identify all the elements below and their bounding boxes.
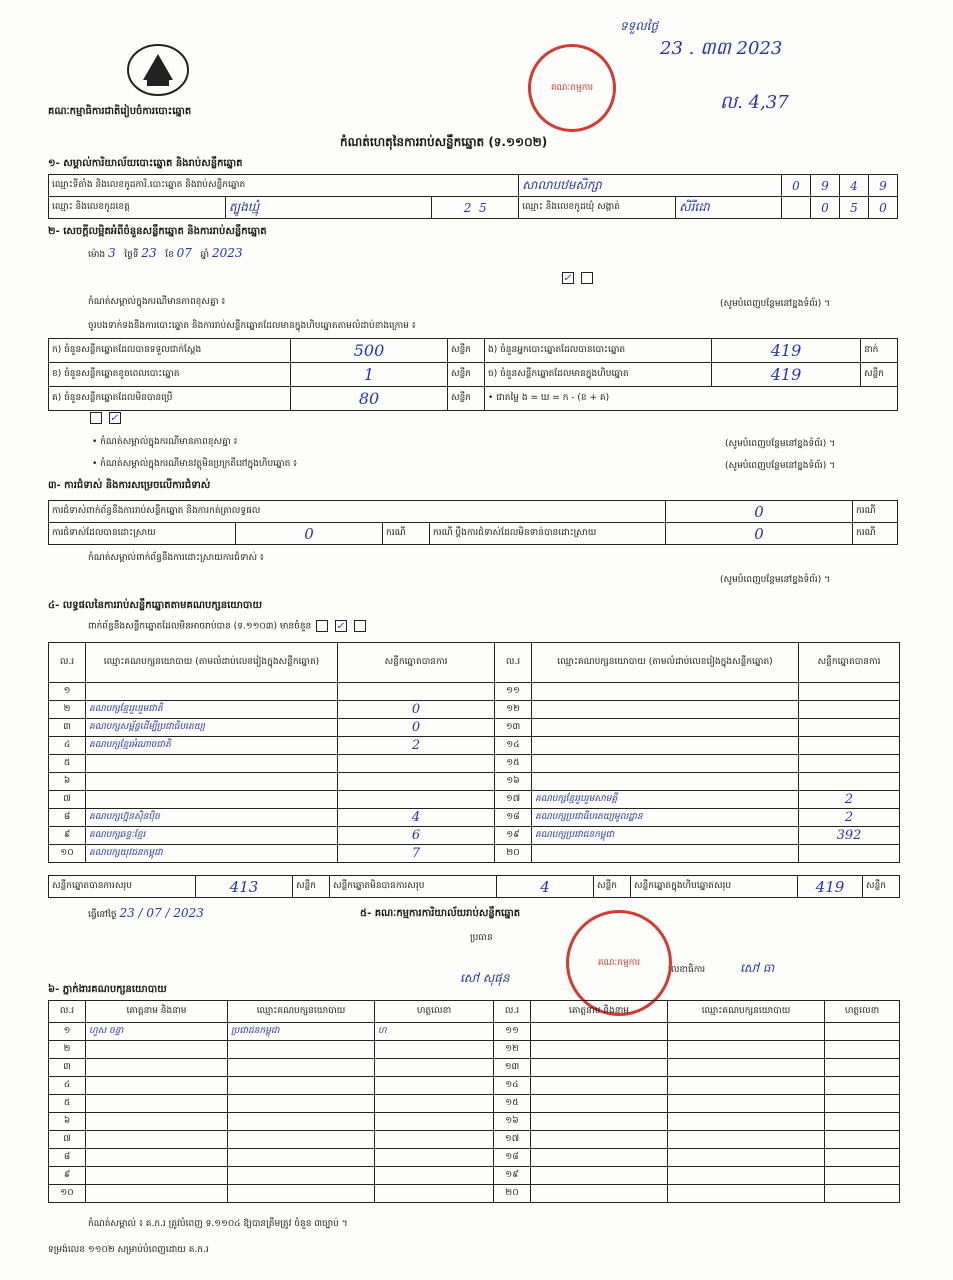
agent-sign [375, 1059, 494, 1077]
party-name [86, 755, 338, 773]
party-name [532, 737, 799, 755]
party-votes: 2 [799, 809, 900, 827]
section2-intro: ចូរបងទាក់ទងនឹងការបោះឆ្នោត និងការរាប់សន្លឹកឆ្នោតដែលមានក្នុងហិបឆ្នោតតាមលំដាប់ខាងក្រោម ៖ [88, 321, 416, 331]
unresolved-value: 0 [666, 523, 853, 545]
agent-sign [375, 1167, 494, 1185]
party-name [86, 683, 338, 701]
party-no: ៧ [49, 791, 86, 809]
party-no: ៨ [49, 809, 86, 827]
agent-party: ប្រជាជនកម្ពុជា [228, 1023, 375, 1041]
party-no: ៩ [49, 827, 86, 845]
party-no: ១០ [49, 845, 86, 863]
agent-sign [375, 1131, 494, 1149]
difference-note-hint: (សូមបំពេញបន្ថែមនៅខ្នងទំព័រ) ។ [720, 299, 831, 309]
province-label: ឈ្មោះ និងលេខកូដខេត្ត [49, 197, 226, 219]
agent-name [531, 1077, 668, 1095]
agent-no: ៤ [49, 1077, 86, 1095]
agent-no: ១៧ [494, 1131, 531, 1149]
party-votes [799, 845, 900, 863]
form-title: កំណត់ហេតុនៃការរាប់សន្លឹកឆ្នោត (ទ.១១០២) [340, 135, 548, 149]
province-code: 2 5 [432, 197, 519, 219]
agent-no: ១២ [494, 1041, 531, 1059]
section6-title: ៦- ភ្នាក់ងារគណបក្សនយោបាយ [48, 984, 167, 995]
opened-year: 2023 [211, 246, 243, 260]
agent-sign [375, 1095, 494, 1113]
party-votes: 7 [338, 845, 495, 863]
official-stamp-top: គណៈកម្មការ [528, 44, 616, 132]
objections-table [48, 500, 898, 545]
secretary-signature: សៅ ធា [740, 961, 775, 975]
agent-no: ៩ [49, 1167, 86, 1185]
agent-sign [825, 1059, 900, 1077]
checkbox-c[interactable] [316, 620, 328, 632]
party-votes [338, 755, 495, 773]
national-emblem-icon [125, 42, 191, 98]
party-votes: 0 [338, 719, 495, 737]
agent-sign [825, 1131, 900, 1149]
closing-line: ធ្វើនៅថ្ងៃ 23 / 07 / 2023 [88, 906, 204, 920]
agent-no: ៨ [49, 1149, 86, 1167]
table-row [49, 773, 900, 791]
party-votes [799, 737, 900, 755]
agent-sign: ហ [375, 1023, 494, 1041]
spoiled-ballots-value: 1 [291, 363, 448, 387]
agent-party [668, 1185, 825, 1203]
agent-name [86, 1041, 228, 1059]
col-name: គោត្តនាម និងនាម [531, 1001, 668, 1023]
agent-party [668, 1077, 825, 1095]
table-row [49, 755, 900, 773]
agent-party [228, 1059, 375, 1077]
ballots-in-box-value: 419 [712, 363, 861, 387]
voters-label: ង) ចំនួនអ្នកបោះឆ្នោតដែលបានបោះឆ្នោត [485, 339, 712, 363]
agent-name [86, 1149, 228, 1167]
agent-no: ៦ [49, 1113, 86, 1131]
party-no: ១២ [495, 701, 532, 719]
party-votes: 0 [338, 701, 495, 719]
commune-code-digit: 0 [811, 197, 840, 219]
ballots-in-box-label: ច) ចំនួនសន្លឹកឆ្នោតដែលមានក្នុងហិបឆ្នោត [485, 363, 712, 387]
resolved-label: ការជំទាស់ដែលបានដោះស្រាយ [49, 523, 236, 545]
section4-intro: ពាក់ព័ន្ធនឹងសន្លឹកឆ្នោតដែលមិនអាចរាប់បាន (ទ.១១០៣) មានចំនួន ✓ [88, 620, 368, 634]
agent-name [531, 1185, 668, 1203]
table-row [49, 1149, 900, 1167]
section1-title: ១- សម្គាល់ការិយាល័យបោះឆ្នោត និងរាប់សន្លឹកឆ្នោត [48, 158, 243, 169]
agent-no: ២០ [494, 1185, 531, 1203]
location-code-digit: 9 [811, 175, 840, 197]
table-row [49, 1113, 900, 1131]
agent-sign [825, 1095, 900, 1113]
location-code-digit: 9 [869, 175, 898, 197]
agent-name [531, 1167, 668, 1185]
agent-name: ហួស ចន្ទា [86, 1023, 228, 1041]
party-no: ៦ [49, 773, 86, 791]
agent-sign [825, 1023, 900, 1041]
opening-line: ម៉ោង 3 ថ្ងៃទី 23 ខែ 07 ឆ្នាំ 2023 [88, 246, 243, 260]
col-party: ឈ្មោះគណបក្សនយោបាយ [228, 1001, 375, 1023]
party-no: ៥ [49, 755, 86, 773]
official-stamp-bottom: គណៈកម្មការ [566, 910, 672, 1016]
agent-name [86, 1059, 228, 1077]
party-votes [799, 773, 900, 791]
party-name: គណបក្សសម្ព័ន្ធដើម្បីប្រជាធិបតេយ្យ [86, 719, 338, 737]
party-no: ១៨ [495, 809, 532, 827]
agent-sign [825, 1149, 900, 1167]
unit: សន្លឹក [861, 363, 898, 387]
unit: សន្លឹក [863, 876, 900, 898]
agent-no: ២ [49, 1041, 86, 1059]
bullet-irregular: • កំណត់សម្គាល់ក្នុងករណីមានវត្ថុមិនប្រក្រតីនៅក្នុងហិបឆ្នោត ៖ [92, 459, 298, 469]
party-name [532, 773, 799, 791]
objections-label: ការជំទាស់ពាក់ព័ន្ធនឹងការរាប់សន្លឹកឆ្នោត និងការកត់ត្រាលទ្ធផល [49, 501, 666, 523]
bullet-difference-hint: (សូមបំពេញបន្ថែមនៅខ្នងទំព័រ) ។ [725, 439, 836, 449]
party-votes [799, 719, 900, 737]
party-no: ៣ [49, 719, 86, 737]
received-ballots-value: 500 [291, 339, 448, 363]
agent-name [531, 1095, 668, 1113]
opened-day: 23 [141, 246, 157, 260]
unit: ករណី [853, 523, 898, 545]
party-name [86, 791, 338, 809]
agent-no: ៣ [49, 1059, 86, 1077]
agent-sign [825, 1077, 900, 1095]
col-sign: ហត្ថលេខា [375, 1001, 494, 1023]
form-footer: ទម្រង់លេខ ១១០២ សម្រាប់បំពេញដោយ គ.ក.រ [48, 1245, 209, 1255]
valid-total-value: 413 [196, 876, 293, 898]
unit: ករណី [853, 501, 898, 523]
agent-name [86, 1095, 228, 1113]
agent-no: ១៤ [494, 1077, 531, 1095]
received-ballots-label: ក) ចំនួនសន្លឹកឆ្នោតដែលបានទទួលជាក់ស្តែង [49, 339, 291, 363]
agent-name [531, 1149, 668, 1167]
box-total-value: 419 [798, 876, 863, 898]
party-no: ១៤ [495, 737, 532, 755]
party-name: គណបក្សហ្វ៊ុនស៊ិនប៉ិច [86, 809, 338, 827]
checkbox-e[interactable] [354, 620, 366, 632]
party-no: ១ [49, 683, 86, 701]
location-value: សាលាបឋមសិក្សា [519, 175, 782, 197]
unit: ករណី [383, 523, 430, 545]
closing-date: 23 / 07 / 2023 [119, 906, 204, 920]
received-label: ទទួលថ្ងៃ [620, 19, 659, 33]
location-code-digit: 0 [782, 175, 811, 197]
party-no: ១៧ [495, 791, 532, 809]
col-no: ល.រ [494, 1001, 531, 1023]
checkbox-line [560, 272, 595, 284]
agent-sign [375, 1113, 494, 1131]
checkbox-d[interactable]: ✓ [335, 620, 347, 632]
agent-no: ១៦ [494, 1113, 531, 1131]
commune-code-digit: 0 [869, 197, 898, 219]
table-row [49, 683, 900, 701]
party-name: គណបក្សខ្មែររួបរួមជាតិ [86, 701, 338, 719]
party-votes: 392 [799, 827, 900, 845]
party-no: ៤ [49, 737, 86, 755]
unit: សន្លឹក [448, 339, 485, 363]
objection-note: កំណត់សម្គាល់ពាក់ព័ន្ធនឹងការដោះស្រាយការជំទាស់ ៖ [88, 553, 264, 563]
table-row [49, 1185, 900, 1203]
party-name: គណបក្សឆន្ទៈខ្មែរ [86, 827, 338, 845]
agent-name [531, 1113, 668, 1131]
agent-name [86, 1185, 228, 1203]
invalid-total-value: 4 [497, 876, 594, 898]
col-no: ល.រ [49, 1001, 86, 1023]
party-name [86, 773, 338, 791]
agent-sign [375, 1185, 494, 1203]
party-no: ២០ [495, 845, 532, 863]
agent-name [86, 1113, 228, 1131]
col-votes: សន្លឹកឆ្នោតបានការ [338, 643, 495, 683]
agent-sign [825, 1167, 900, 1185]
party-no: ១៥ [495, 755, 532, 773]
voters-value: 419 [712, 339, 861, 363]
agent-sign [375, 1041, 494, 1059]
party-no: ១៦ [495, 773, 532, 791]
agent-party [668, 1095, 825, 1113]
agent-party [668, 1041, 825, 1059]
agent-no: ១៣ [494, 1059, 531, 1077]
agents-table [48, 1000, 900, 1203]
agent-sign [825, 1113, 900, 1131]
section4-title: ៤- លទ្ធផលនៃការរាប់សន្លឹកឆ្នោតតាមគណបក្សនយោបាយ [48, 600, 262, 611]
unit: សន្លឹក [448, 387, 485, 411]
agent-party [668, 1149, 825, 1167]
unit: សន្លឹក [448, 363, 485, 387]
section3-title: ៣- ការជំទាស់ និងការសម្រេចលើការជំទាស់ [48, 480, 211, 491]
agent-no: ១៥ [494, 1095, 531, 1113]
agent-party [668, 1023, 825, 1041]
table-row [49, 1041, 900, 1059]
commune-label: ឈ្មោះ និងលេខកូដឃុំ សង្កាត់ [519, 197, 676, 219]
party-votes [338, 683, 495, 701]
agent-no: ១៩ [494, 1167, 531, 1185]
table-row [49, 845, 900, 863]
province-value: ត្បូងឃ្មុំ [226, 197, 432, 219]
agent-sign [825, 1041, 900, 1059]
col-votes: សន្លឹកឆ្នោតបានការ [799, 643, 900, 683]
difference-note-label: កំណត់សម្គាល់ក្នុងករណីមានភាពខុសគ្នា ៖ [88, 297, 226, 307]
bullet-difference: • កំណត់សម្គាល់ក្នុងករណីមានភាពខុសគ្នា ៖ [92, 437, 238, 447]
unresolved-label: ករណី ប្តឹងការជំទាស់ដែលមិនទាន់បានដោះស្រាយ [430, 523, 666, 545]
commune-code-digit: 5 [840, 197, 869, 219]
agent-no: ៧ [49, 1131, 86, 1149]
agent-name [86, 1077, 228, 1095]
received-date: 23 . ៣៣ 2023 [660, 38, 783, 59]
party-votes [799, 701, 900, 719]
party-votes: 2 [338, 737, 495, 755]
agent-party [668, 1113, 825, 1131]
party-no: ១១ [495, 683, 532, 701]
col-sign: ហត្ថលេខា [825, 1001, 900, 1023]
committee-name: គណៈកម្មាធិការជាតិរៀបចំការបោះឆ្នោត [48, 106, 192, 117]
checkbox-b[interactable]: ✓ [109, 412, 121, 424]
table-row [49, 1095, 900, 1113]
party-name [532, 683, 799, 701]
location-code-digit: 4 [840, 175, 869, 197]
agent-party [668, 1131, 825, 1149]
table-row [49, 737, 900, 755]
unit: សន្លឹក [293, 876, 330, 898]
chair-signature: សៅ សុផុន [460, 971, 510, 985]
party-name: គណបក្សខ្មែរអំណាចជាតិ [86, 737, 338, 755]
opened-month: 07 [176, 246, 192, 260]
party-votes [338, 773, 495, 791]
table-row [49, 1167, 900, 1185]
agent-name [86, 1131, 228, 1149]
checkbox-yes[interactable]: ✓ [562, 272, 574, 284]
table-row [49, 1077, 900, 1095]
footer-note: កំណត់សម្គាល់ ៖ គ.ក.រ ត្រូវបំពេញ ទ.១១០៤ ឱ្យបានត្រឹមត្រូវ ចំនួន ៣ច្បាប់ ។ [88, 1219, 348, 1229]
agent-party [668, 1167, 825, 1185]
check-line [88, 412, 123, 424]
agent-party [228, 1041, 375, 1059]
spoiled-ballots-label: ខ) ចំនួនសន្លឹកឆ្នោតខូចពេលបោះឆ្នោត [49, 363, 291, 387]
agent-name [531, 1059, 668, 1077]
section2-title: ២- សេចក្តីលម្អិតអំពីចំនួនសន្លឹកឆ្នោត និងការរាប់សន្លឹកឆ្នោត [48, 226, 267, 237]
party-votes: 2 [799, 791, 900, 809]
signature-heading: ៥- គណៈកម្មការការិយាល័យរាប់សន្លឹកឆ្នោត [360, 908, 521, 919]
checkbox-no[interactable] [581, 272, 593, 284]
party-no: ១៩ [495, 827, 532, 845]
table-row [49, 1059, 900, 1077]
table-row [49, 701, 900, 719]
party-votes [799, 755, 900, 773]
agent-party [668, 1059, 825, 1077]
col-party: ឈ្មោះគណបក្សនយោបាយ [668, 1001, 825, 1023]
col-name: គោត្តនាម និងនាម [86, 1001, 228, 1023]
checkbox-a[interactable] [90, 412, 102, 424]
table-row [49, 1023, 900, 1041]
party-name: គណបក្សយុវជនកម្ពុជា [86, 845, 338, 863]
party-name: គណបក្សខ្មែររួបរួមសាមគ្គី [532, 791, 799, 809]
resolved-value: 0 [236, 523, 383, 545]
party-results-table [48, 642, 900, 863]
party-votes [338, 791, 495, 809]
party-name [532, 719, 799, 737]
objection-note-hint: (សូមបំពេញបន្ថែមនៅខ្នងទំព័រ) ។ [720, 575, 831, 585]
invalid-total-label: សន្លឹកឆ្នោតមិនបានការសរុប [330, 876, 497, 898]
agent-party [228, 1095, 375, 1113]
party-name: គណបក្សប្រជាធិបតេយ្យមូលដ្ឋាន [532, 809, 799, 827]
agent-name [86, 1167, 228, 1185]
agent-name [531, 1041, 668, 1059]
table-row [49, 1131, 900, 1149]
agent-party [228, 1131, 375, 1149]
ballot-count-table [48, 338, 898, 411]
agent-sign [375, 1149, 494, 1167]
agent-no: ៥ [49, 1095, 86, 1113]
table-row [49, 827, 900, 845]
unused-ballots-value: 80 [291, 387, 448, 411]
location-label: ឈ្មោះទីតាំង និងលេខកូដការិ.បោះឆ្នោត និងរាប់សន្លឹកឆ្នោត [49, 175, 519, 197]
party-votes: 4 [338, 809, 495, 827]
chair-label: ប្រធាន [470, 933, 493, 943]
agent-party [228, 1149, 375, 1167]
col-party: ឈ្មោះគណបក្សនយោបាយ (តាមលំដាប់លេខរៀងក្នុងសន្លឹកឆ្នោត) [532, 643, 799, 683]
table-row [49, 809, 900, 827]
party-name [532, 701, 799, 719]
box-total-label: សន្លឹកឆ្នោតក្នុងហិបឆ្នោតសរុប [631, 876, 798, 898]
party-name: គណបក្សប្រជាជនកម្ពុជា [532, 827, 799, 845]
commune-value: សិរីដោ [676, 197, 782, 219]
agent-no: ១០ [49, 1185, 86, 1203]
section1-table [48, 174, 898, 219]
agent-sign [825, 1185, 900, 1203]
table-row [49, 719, 900, 737]
agent-no: ១ [49, 1023, 86, 1041]
secretary-label: លេខាធិការ [668, 965, 706, 975]
received-number: ល. 4,37 [720, 92, 789, 113]
objections-value: 0 [666, 501, 853, 523]
formula-label: • ជាតម្លៃ ង = ឃ = ក - (ខ + គ) [485, 387, 898, 411]
agent-name [531, 1131, 668, 1149]
party-name [532, 755, 799, 773]
agent-party [228, 1185, 375, 1203]
table-row [49, 791, 900, 809]
agent-party [228, 1167, 375, 1185]
party-votes [799, 683, 900, 701]
agent-no: ១៨ [494, 1149, 531, 1167]
agent-party [228, 1077, 375, 1095]
party-name [532, 845, 799, 863]
col-no: ល.រ [49, 643, 86, 683]
totals-table [48, 875, 900, 898]
party-no: ១៣ [495, 719, 532, 737]
valid-total-label: សន្លឹកឆ្នោតបានការសរុប [49, 876, 196, 898]
opened-hour: 3 [108, 246, 116, 260]
agent-sign [375, 1077, 494, 1095]
agent-name [531, 1023, 668, 1041]
party-no: ២ [49, 701, 86, 719]
agent-party [228, 1113, 375, 1131]
col-party: ឈ្មោះគណបក្សនយោបាយ (តាមលំដាប់លេខរៀងក្នុងសន្លឹកឆ្នោត) [86, 643, 338, 683]
unused-ballots-label: គ) ចំនួនសន្លឹកឆ្នោតដែលមិនបានប្រើ [49, 387, 291, 411]
party-votes: 6 [338, 827, 495, 845]
agent-no: ១១ [494, 1023, 531, 1041]
unit: សន្លឹក [594, 876, 631, 898]
unit: នាក់ [861, 339, 898, 363]
bullet-irregular-hint: (សូមបំពេញបន្ថែមនៅខ្នងទំព័រ) ។ [725, 461, 836, 471]
col-no: ល.រ [495, 643, 532, 683]
